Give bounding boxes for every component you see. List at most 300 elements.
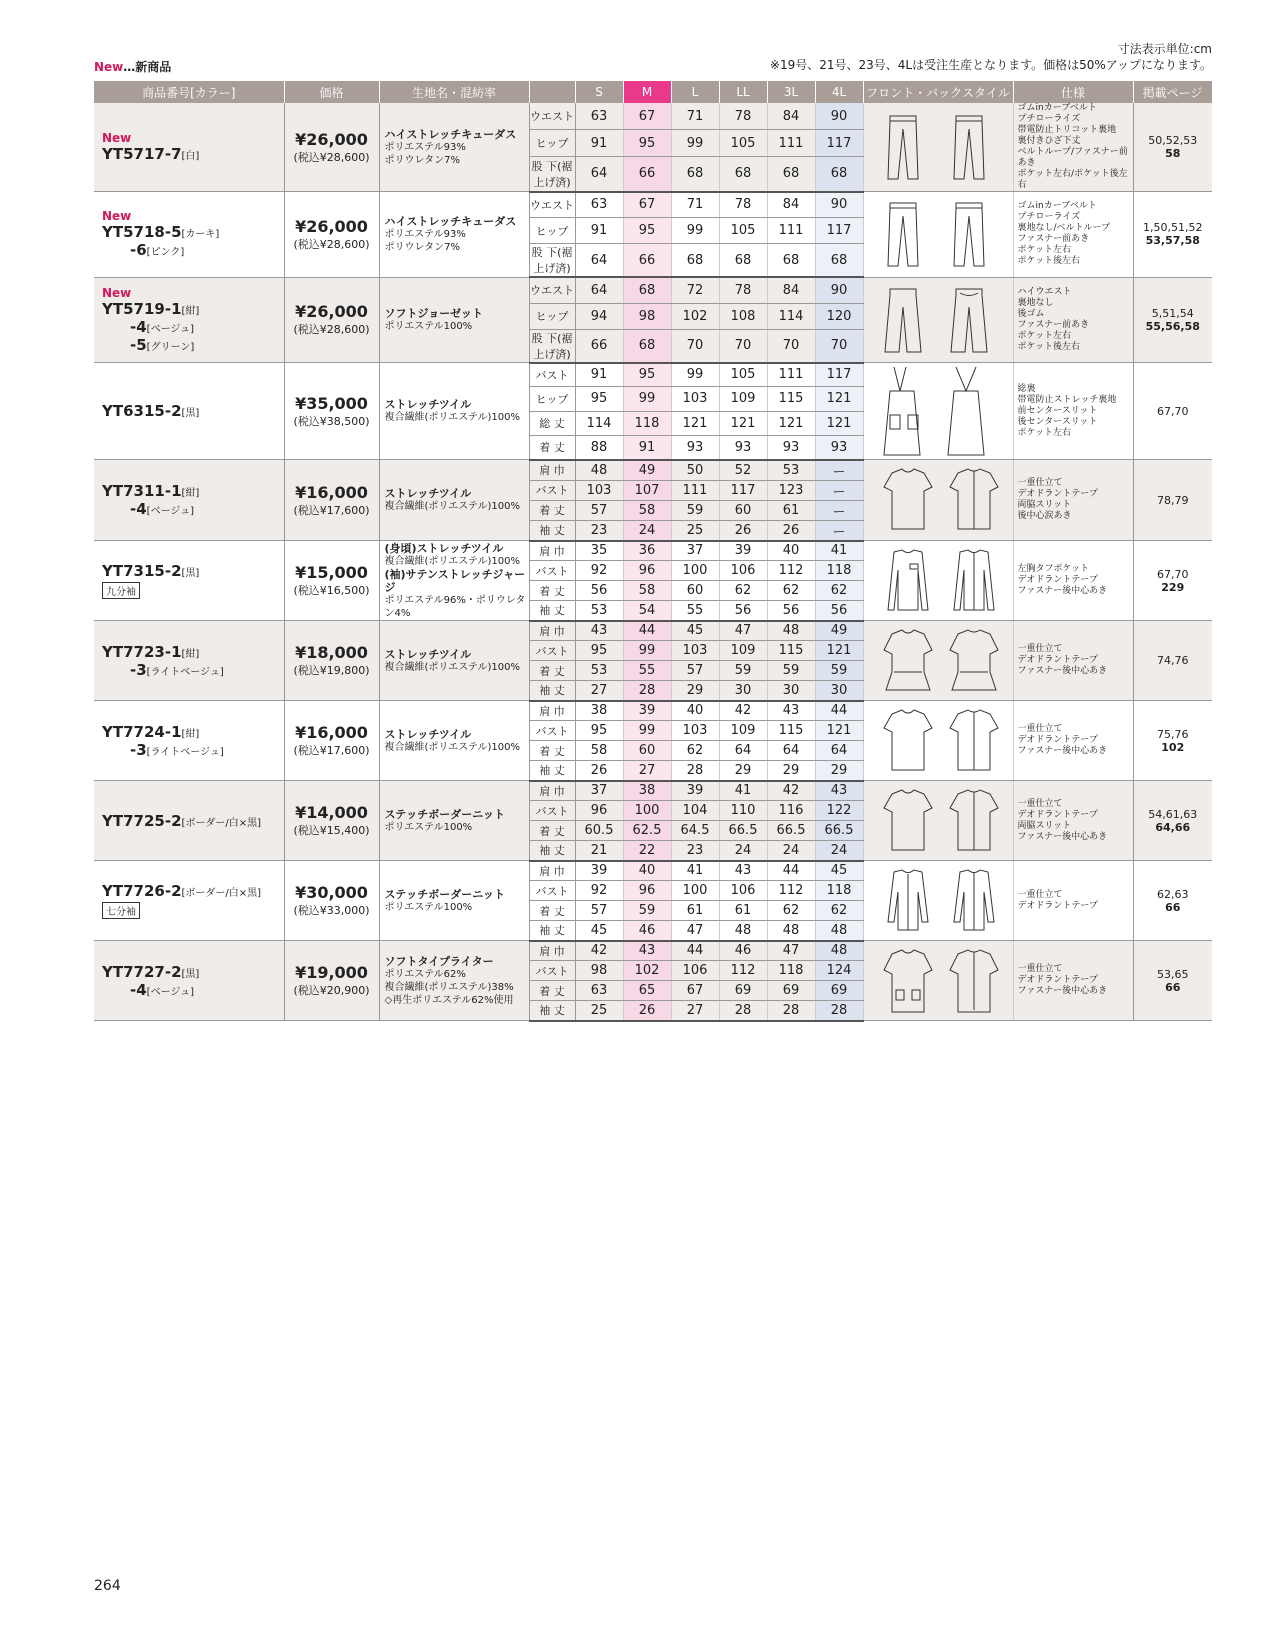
- header-size-3l: 3L: [767, 81, 815, 103]
- size-value: 88: [575, 435, 623, 459]
- fabric-blend: ポリエステル100%: [384, 320, 473, 332]
- product-code-cell: [94, 363, 284, 460]
- new-tag: New: [102, 209, 132, 224]
- size-value: 110: [719, 801, 767, 821]
- size-value: 96: [623, 881, 671, 901]
- product-group: [94, 277, 1212, 363]
- spec-item: ゴムinカーブベルト: [1017, 201, 1097, 212]
- size-value: 90: [815, 277, 863, 303]
- fabric-blend: 複合繊維(ポリエステル)100%: [384, 412, 520, 423]
- price-tax: (税込¥15,400): [293, 824, 370, 837]
- new-tag: New: [102, 285, 132, 300]
- size-value: 56: [815, 601, 863, 621]
- size-value: 61: [671, 901, 719, 921]
- size-value: 91: [575, 130, 623, 157]
- header-measure: [529, 81, 575, 103]
- size-value: 69: [815, 981, 863, 1001]
- measure-label: 袖 丈: [529, 1001, 575, 1021]
- measure-label: 袖 丈: [529, 520, 575, 541]
- size-value: 99: [623, 387, 671, 411]
- spec-item: プチローライズ: [1017, 114, 1081, 124]
- page-ref: 1,50,51,52: [1143, 221, 1203, 235]
- size-value: 111: [767, 130, 815, 157]
- product-group: [94, 941, 1212, 1021]
- spec-item: 裏付きひざ下丈: [1017, 136, 1081, 146]
- price-cell: [284, 192, 379, 278]
- code-number: -3: [130, 740, 147, 759]
- price-tax: (税込¥16,500): [293, 584, 370, 597]
- size-value: 23: [671, 841, 719, 861]
- size-value: 27: [575, 681, 623, 701]
- product-code: [102, 482, 284, 500]
- size-value: 91: [623, 435, 671, 459]
- price-cell: [284, 701, 379, 781]
- measure-label: 肩 巾: [529, 941, 575, 961]
- size-value: 28: [767, 1001, 815, 1021]
- size-value: 84: [767, 103, 815, 130]
- spec-item: ファスナー後中心あき: [1017, 746, 1108, 756]
- color-name: [紺]: [181, 305, 200, 317]
- size-value: 98: [623, 303, 671, 329]
- page-ref: 102: [1161, 740, 1185, 754]
- measure-label: 着 丈: [529, 981, 575, 1001]
- color-name: [ボーダー/白×黒]: [181, 817, 262, 829]
- code-number: YT5717-7: [102, 145, 182, 163]
- size-value: 60.5: [575, 821, 623, 841]
- spec-item: 後センタースリット: [1017, 416, 1098, 427]
- product-code: [102, 661, 284, 679]
- size-value: 48: [719, 921, 767, 941]
- measure-label: 肩 巾: [529, 460, 575, 481]
- product-code-cell: [94, 781, 284, 861]
- spec-item: プチローライズ: [1017, 212, 1081, 223]
- size-value: 41: [719, 781, 767, 801]
- header-size-ll: LL: [719, 81, 767, 103]
- spec-cell: [1013, 460, 1133, 541]
- size-value: 100: [623, 801, 671, 821]
- fabric-cell: [379, 941, 529, 1021]
- size-value: 24: [719, 841, 767, 861]
- size-value: 62.5: [623, 821, 671, 841]
- size-value: 26: [767, 520, 815, 541]
- size-value: 96: [623, 561, 671, 581]
- size-value: ー: [815, 500, 863, 520]
- size-value: 67: [623, 103, 671, 130]
- size-value: 102: [623, 961, 671, 981]
- spec-item: ファスナー前あき: [1017, 319, 1090, 330]
- product-group: [94, 781, 1212, 861]
- color-name: [紺]: [181, 728, 200, 740]
- size-value: 57: [575, 500, 623, 520]
- product-code: [102, 812, 284, 830]
- size-value: 99: [671, 363, 719, 387]
- page-ref: 74,76: [1157, 654, 1189, 667]
- price-cell: [284, 781, 379, 861]
- size-value: 48: [767, 921, 815, 941]
- price: ¥35,000: [295, 393, 368, 413]
- size-value: 68: [719, 244, 767, 278]
- fabric-name: ストレッチツイル: [384, 487, 472, 500]
- size-value: 57: [671, 661, 719, 681]
- measure-label: 肩 巾: [529, 781, 575, 801]
- size-value: 103: [671, 721, 719, 741]
- size-value: 64: [767, 741, 815, 761]
- size-value: 121: [815, 721, 863, 741]
- fabric-name: ストレッチツイル: [384, 398, 472, 411]
- size-value: 99: [671, 218, 719, 244]
- product-code: [102, 223, 284, 241]
- fabric-cell: [379, 781, 529, 861]
- size-value: 40: [671, 701, 719, 721]
- size-value: 40: [623, 861, 671, 881]
- size-value: 43: [623, 941, 671, 961]
- product-group: [94, 541, 1212, 621]
- measure-label: ウエスト: [529, 103, 575, 130]
- size-value: 124: [815, 961, 863, 981]
- size-value: 70: [719, 329, 767, 363]
- header-style: フロント・バックスタイル: [863, 81, 1013, 103]
- spec-cell: [1013, 103, 1133, 192]
- legend: [94, 58, 171, 75]
- size-value: 115: [767, 721, 815, 741]
- size-value: 106: [719, 881, 767, 901]
- spec-item: ゴムinカーブベルト: [1017, 103, 1097, 113]
- product-code: [102, 963, 284, 981]
- size-value: 38: [623, 781, 671, 801]
- size-row: [94, 861, 1212, 881]
- size-value: 64: [575, 157, 623, 192]
- size-value: 70: [815, 329, 863, 363]
- code-number: -5: [130, 335, 147, 354]
- header-size-s: S: [575, 81, 623, 103]
- size-value: 28: [719, 1001, 767, 1021]
- size-row: [94, 781, 1212, 801]
- header-spec: 仕様: [1013, 81, 1133, 103]
- measure-label: 袖 丈: [529, 761, 575, 781]
- price: ¥15,000: [295, 563, 368, 582]
- size-value: 68: [623, 329, 671, 363]
- size-value: 93: [815, 435, 863, 459]
- size-value: 60: [623, 741, 671, 761]
- fabric-name: ハイストレッチキューダス: [384, 127, 517, 141]
- size-value: 53: [575, 661, 623, 681]
- size-value: 62: [815, 901, 863, 921]
- price: ¥18,000: [295, 643, 368, 662]
- size-value: 117: [815, 130, 863, 157]
- size-value: 59: [719, 661, 767, 681]
- size-value: 60: [719, 500, 767, 520]
- size-row: [94, 941, 1212, 961]
- peplum-illustration-icon: [863, 621, 1013, 701]
- size-value: 25: [671, 520, 719, 541]
- fabric-cell: [379, 192, 529, 278]
- spec-cell: [1013, 363, 1133, 460]
- size-value: 42: [719, 701, 767, 721]
- size-value: 41: [815, 541, 863, 561]
- size-value: 92: [575, 881, 623, 901]
- fabric-blend: 複合繊維(ポリエステル)100%: [384, 555, 520, 567]
- size-value: 102: [671, 303, 719, 329]
- measure-label: 股 下(裾上げ済): [529, 244, 575, 278]
- size-value: 68: [623, 277, 671, 303]
- size-value: 114: [575, 411, 623, 435]
- size-row: [94, 192, 1212, 218]
- size-value: 117: [815, 363, 863, 387]
- sleeve-badge: 九分袖: [102, 582, 140, 599]
- size-value: 61: [719, 901, 767, 921]
- measure-label: 着 丈: [529, 821, 575, 841]
- code-number: YT7311-1: [102, 482, 182, 500]
- price-tax: (税込¥28,600): [293, 150, 370, 164]
- color-name: [ベージュ]: [146, 506, 195, 517]
- page-ref: 229: [1161, 580, 1185, 594]
- page-ref: 78,79: [1157, 493, 1189, 507]
- measure-label: 着 丈: [529, 661, 575, 681]
- size-row: [94, 621, 1212, 641]
- size-value: 98: [575, 961, 623, 981]
- price-cell: [284, 541, 379, 621]
- size-value: 67: [671, 981, 719, 1001]
- size-value: 66.5: [719, 821, 767, 841]
- size-value: 95: [623, 218, 671, 244]
- spec-item: 一重仕立て: [1017, 889, 1063, 900]
- code-number: -3: [130, 660, 147, 679]
- header-size-m: M: [623, 81, 671, 103]
- page-ref: 62,63: [1157, 887, 1189, 901]
- page-ref: 75,76: [1157, 727, 1189, 741]
- size-value: 62: [767, 901, 815, 921]
- size-value: 50: [671, 460, 719, 481]
- size-value: 93: [671, 435, 719, 459]
- measure-label: バスト: [529, 961, 575, 981]
- size-value: 107: [623, 480, 671, 500]
- size-value: 115: [767, 387, 815, 411]
- price-cell: [284, 103, 379, 192]
- price: ¥14,000: [295, 803, 368, 822]
- unit-note: 寸法表示単位:cm: [1117, 42, 1212, 56]
- price-cell: [284, 460, 379, 541]
- size-value: 67: [623, 192, 671, 218]
- size-value: 66.5: [767, 821, 815, 841]
- code-number: YT5718-5: [102, 223, 182, 242]
- fabric-name: (身頃)ストレッチツイル: [384, 541, 504, 555]
- size-value: 55: [623, 661, 671, 681]
- spec-item: ポケット左右: [1017, 330, 1072, 341]
- measure-label: バスト: [529, 881, 575, 901]
- product-code-cell: [94, 192, 284, 278]
- product-code-cell: [94, 941, 284, 1021]
- size-value: 99: [623, 641, 671, 661]
- size-value: 62: [719, 581, 767, 601]
- measure-label: 着 丈: [529, 435, 575, 459]
- fabric-name: ソフトタイプライター: [384, 954, 494, 968]
- size-value: ー: [815, 460, 863, 481]
- size-value: 71: [671, 103, 719, 130]
- fabric-name: ストレッチツイル: [384, 727, 472, 741]
- size-value: 96: [575, 801, 623, 821]
- color-name: [紺]: [181, 648, 200, 660]
- size-value: 57: [575, 901, 623, 921]
- size-value: 99: [623, 721, 671, 741]
- product-code: [102, 562, 284, 580]
- size-value: 68: [671, 244, 719, 278]
- size-value: 70: [767, 329, 815, 363]
- header-size-l: L: [671, 81, 719, 103]
- color-name: [ピンク]: [146, 247, 185, 259]
- size-value: 123: [767, 480, 815, 500]
- code-number: YT5719-1: [102, 299, 182, 318]
- size-value: 111: [767, 218, 815, 244]
- pages-cell: [1133, 460, 1212, 541]
- price: ¥26,000: [295, 129, 368, 149]
- spec-item: 一重仕立て: [1017, 798, 1063, 809]
- size-value: 29: [719, 761, 767, 781]
- fabric-cell: [379, 277, 529, 363]
- page-ref: 5,51,54: [1151, 306, 1194, 320]
- code-number: YT7725-2: [102, 811, 182, 830]
- size-value: 42: [767, 781, 815, 801]
- spec-item: ファスナー後中心あき: [1017, 666, 1108, 676]
- fabric-blend: ◇再生ポリエステル62%使用: [384, 994, 514, 1006]
- spec-item: 裏地なし/ベルトループ: [1017, 223, 1111, 234]
- measure-label: 着 丈: [529, 741, 575, 761]
- size-value: 62: [767, 581, 815, 601]
- product-group: [94, 192, 1212, 278]
- fabric-name: ハイストレッチキューダス: [384, 214, 517, 228]
- size-value: 92: [575, 561, 623, 581]
- size-value: 121: [815, 387, 863, 411]
- product-code-cell: [94, 103, 284, 192]
- size-value: 95: [575, 387, 623, 411]
- page-ref: 55,56,58: [1145, 319, 1200, 333]
- spec-cell: [1013, 861, 1133, 941]
- spec-item: ファスナー後中心あき: [1017, 831, 1108, 842]
- measure-label: 肩 巾: [529, 701, 575, 721]
- measure-label: バスト: [529, 363, 575, 387]
- code-number: -4: [130, 317, 147, 336]
- size-value: 30: [815, 681, 863, 701]
- measure-label: ウエスト: [529, 277, 575, 303]
- price: ¥19,000: [295, 963, 368, 982]
- measure-label: 袖 丈: [529, 841, 575, 861]
- measure-label: 肩 巾: [529, 541, 575, 561]
- size-value: 100: [671, 881, 719, 901]
- spec-item: 総裏: [1017, 383, 1036, 394]
- spec-cell: [1013, 277, 1133, 363]
- size-value: 118: [815, 881, 863, 901]
- fabric-cell: [379, 701, 529, 781]
- spec-item: 両脇スリット: [1017, 820, 1072, 831]
- size-value: 64: [575, 244, 623, 278]
- measure-label: 袖 丈: [529, 681, 575, 701]
- spec-cell: [1013, 701, 1133, 781]
- price: ¥16,000: [295, 723, 368, 742]
- page-ref: 64,66: [1155, 820, 1191, 834]
- size-value: 95: [575, 641, 623, 661]
- measure-label: 肩 巾: [529, 621, 575, 641]
- size-value: 47: [671, 921, 719, 941]
- price-tax: (税込¥20,900): [293, 984, 370, 997]
- size-value: 64: [575, 277, 623, 303]
- size-value: 121: [815, 641, 863, 661]
- spec-item: 後中心涙あき: [1017, 511, 1072, 521]
- size-value: 62: [671, 741, 719, 761]
- color-name: [ベージュ]: [146, 986, 195, 998]
- size-value: 36: [623, 541, 671, 561]
- header-row: [94, 81, 1212, 103]
- pages-cell: [1133, 701, 1212, 781]
- pages-cell: [1133, 621, 1212, 701]
- size-value: 38: [575, 701, 623, 721]
- measure-label: 総 丈: [529, 411, 575, 435]
- size-value: 39: [575, 861, 623, 881]
- product-code: [102, 145, 284, 163]
- size-value: 48: [815, 941, 863, 961]
- size-value: 93: [767, 435, 815, 459]
- size-value: 66: [623, 244, 671, 278]
- size-value: 63: [575, 981, 623, 1001]
- price-tax: (税込¥19,800): [293, 664, 370, 677]
- spec-item: 帯電防止ストレッチ裏地: [1017, 394, 1117, 405]
- spec-item: デオドラントテープ: [1017, 655, 1098, 665]
- measure-label: バスト: [529, 801, 575, 821]
- spec-item: 一重仕立て: [1017, 478, 1063, 488]
- size-value: 118: [767, 961, 815, 981]
- size-value: 28: [623, 681, 671, 701]
- size-value: 64: [815, 741, 863, 761]
- product-code: [102, 318, 284, 336]
- size-value: 43: [767, 701, 815, 721]
- size-value: 49: [815, 621, 863, 641]
- size-value: 45: [671, 621, 719, 641]
- color-name: [紺]: [181, 488, 200, 499]
- page-ref: 53,65: [1157, 967, 1189, 981]
- color-name: [黒]: [181, 568, 200, 579]
- fabric-name: ソフトジョーゼット: [384, 306, 483, 320]
- spec-item: 左胸タフポケット: [1017, 564, 1090, 574]
- size-value: 53: [767, 460, 815, 481]
- fabric-cell: [379, 363, 529, 460]
- size-value: 28: [815, 1001, 863, 1021]
- page-ref: 53,57,58: [1145, 234, 1200, 248]
- size-value: 71: [671, 192, 719, 218]
- size-value: 94: [575, 303, 623, 329]
- size-value: 27: [671, 1001, 719, 1021]
- size-value: 78: [719, 277, 767, 303]
- size-value: 66.5: [815, 821, 863, 841]
- fabric-cell: [379, 460, 529, 541]
- spec-item: デオドラントテープ: [1017, 809, 1098, 820]
- header-pages: 掲載ページ: [1133, 81, 1212, 103]
- product-group: [94, 460, 1212, 541]
- size-value: 112: [767, 561, 815, 581]
- size-value: 121: [719, 411, 767, 435]
- spec-item: ポケット後左右: [1017, 341, 1081, 352]
- size-value: 109: [719, 387, 767, 411]
- product-group: [94, 701, 1212, 781]
- size-value: 37: [575, 781, 623, 801]
- size-value: 49: [623, 460, 671, 481]
- header-code: 商品番号[カラー]: [94, 81, 284, 103]
- size-value: 78: [719, 103, 767, 130]
- product-group: [94, 363, 1212, 460]
- size-value: 44: [815, 701, 863, 721]
- price-tax: (税込¥33,000): [293, 904, 370, 917]
- fabric-cell: [379, 103, 529, 192]
- size-row: [94, 701, 1212, 721]
- size-value: 91: [575, 218, 623, 244]
- fabric-blend: 複合繊維(ポリエステル)38%: [384, 981, 514, 993]
